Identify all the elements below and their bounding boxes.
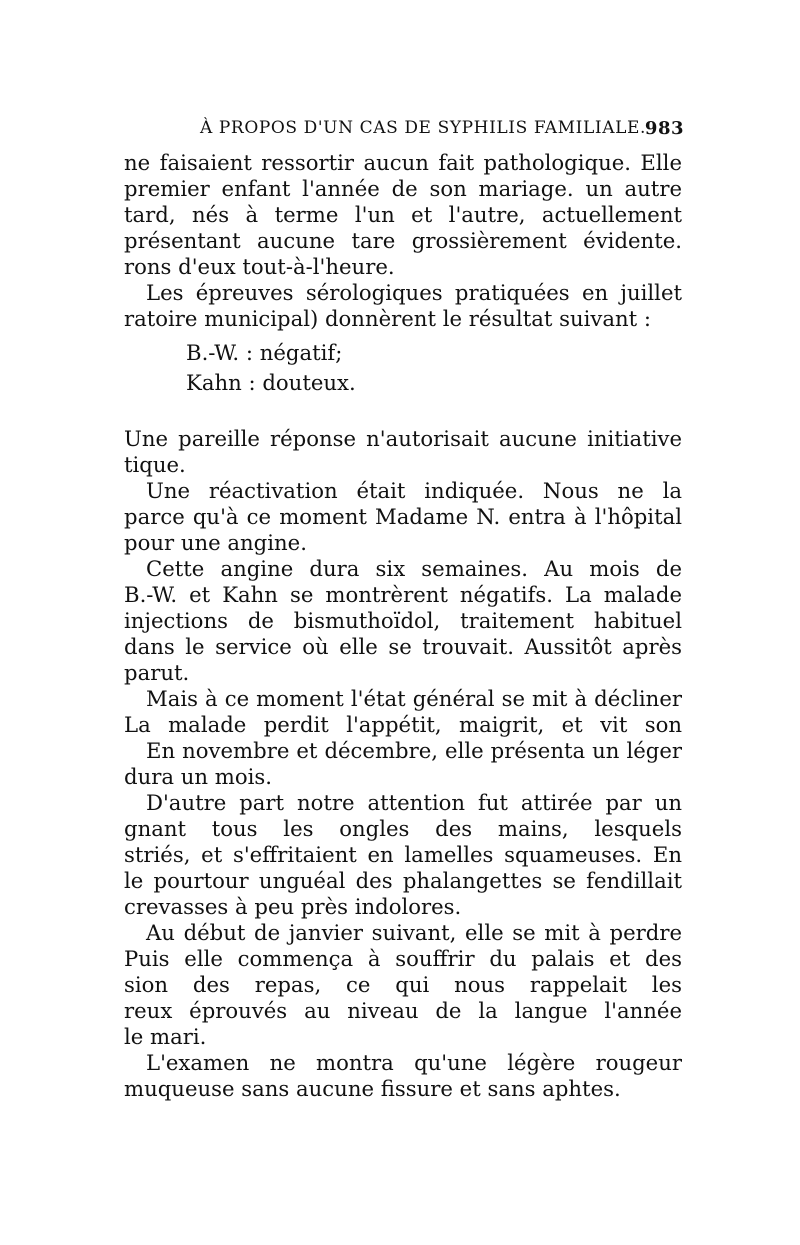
text-line: La malade perdit l'appétit, maigrit, et vit son xyxy=(124,712,682,737)
text-line: sion des repas, ce qui nous rappelait les xyxy=(124,972,682,997)
text-line: Au début de janvier suivant, elle se mit à perdre xyxy=(146,920,682,945)
text-line: Les épreuves sérologiques pratiquées en juillet xyxy=(146,280,682,305)
text-line: Puis elle commença à souffrir du palais et des xyxy=(124,946,682,971)
text-line: pour une angine. xyxy=(124,530,307,555)
text-line: En novembre et décembre, elle présenta un léger xyxy=(146,738,682,763)
text-line: L'examen ne montra qu'une légère rougeur xyxy=(146,1050,682,1075)
running-title: À PROPOS D'UN CAS DE SYPHILIS FAMILIALE. xyxy=(200,118,646,138)
text-line: crevasses à peu près indolores. xyxy=(124,894,462,919)
text-line: parut. xyxy=(124,660,190,685)
text-line: ne faisaient ressortir aucun fait pathologique. Elle xyxy=(124,150,682,175)
text-line: rons d'eux tout-à-l'heure. xyxy=(124,254,395,279)
text-line: Une réactivation était indiquée. Nous ne la xyxy=(146,478,682,503)
text-line: présentant aucune tare grossièrement évidente. xyxy=(124,228,682,253)
text-line: parce qu'à ce moment Madame N. entra à l'hôpital xyxy=(124,504,682,529)
text-line: Mais à ce moment l'état général se mit à décliner xyxy=(146,686,682,711)
text-line: gnant tous les ongles des mains, lesquels xyxy=(124,816,682,841)
text-line: dura un mois. xyxy=(124,764,272,789)
text-line: D'autre part notre attention fut attirée par un xyxy=(146,790,682,815)
page-number: 983 xyxy=(644,118,684,139)
text-line: dans le service où elle se trouvait. Aussitôt après xyxy=(124,634,682,659)
text-line: B.-W. et Kahn se montrèrent négatifs. La malade xyxy=(124,582,682,607)
text-line: reux éprouvés au niveau de la langue l'année xyxy=(124,998,682,1023)
text-line: injections de bismuthoïdol, traitement habituel xyxy=(124,608,682,633)
body-text xyxy=(124,150,682,1102)
text-line: Cette angine dura six semaines. Au mois de xyxy=(146,556,682,581)
text-line: Une pareille réponse n'autorisait aucune initiative xyxy=(124,426,682,451)
text-line: le mari. xyxy=(124,1024,207,1049)
page-header xyxy=(124,118,684,144)
serology-result-bw: B.-W. : négatif; xyxy=(186,340,343,365)
serology-result-kahn: Kahn : douteux. xyxy=(186,370,356,395)
text-line: tard, nés à terme l'un et l'autre, actuellement xyxy=(124,202,682,227)
text-line: le pourtour unguéal des phalangettes se fendillait xyxy=(124,868,682,893)
text-line: ratoire municipal) donnèrent le résultat suivant : xyxy=(124,306,652,331)
text-line: striés, et s'effritaient en lamelles squameuses. En xyxy=(124,842,682,867)
text-line: premier enfant l'année de son mariage. un autre xyxy=(124,176,682,201)
text-line: muqueuse sans aucune fissure et sans aphtes. xyxy=(124,1076,621,1101)
text-line: tique. xyxy=(124,452,186,477)
